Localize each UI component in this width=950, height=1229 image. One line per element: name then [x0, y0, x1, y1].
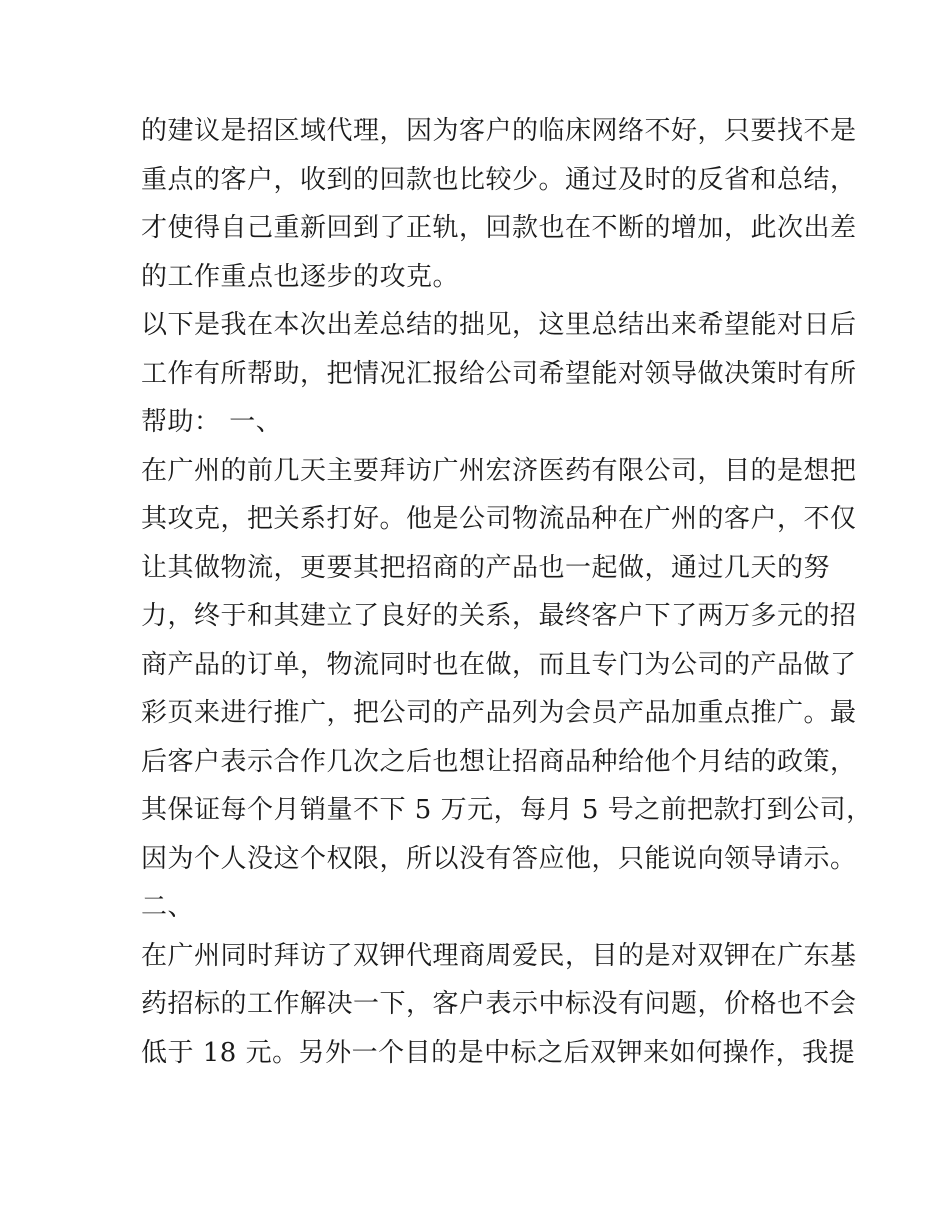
text-line: 以下是我在本次出差总结的拙见，这里总结出来希望能对日后 [141, 310, 857, 340]
text-line: 工作有所帮助，把情况汇报给公司希望能对领导做决策时有所 [141, 358, 857, 389]
text-line: 后客户表示合作几次之后也想让招商品种给他个月结的政策， [141, 746, 857, 777]
text-line: 让其做物流，更要其把招商的产品也一起做，通过几天的努 [141, 552, 831, 583]
body-text [141, 107, 873, 1077]
text-line: 在广州的前几天主要拜访广州宏济医药有限公司，目的是想把 [141, 455, 857, 486]
text-line: 力，终于和其建立了良好的关系，最终客户下了两万多元的招 [141, 601, 857, 631]
text-line: 二、 [141, 892, 195, 922]
text-line: 药招标的工作解决一下，客户表示中标没有问题，价格也不会 [141, 989, 857, 1019]
text-line: 其保证每个月销量不下 5 万元，每月 5 号之前把款打到公司， [141, 795, 873, 825]
text-line: 的工作重点也逐步的攻克。 [141, 261, 460, 292]
text-line: 其攻克，把关系打好。他是公司物流品种在广州的客户，不仅 [141, 504, 857, 534]
text-line: 因为个人没这个权限，所以没有答应他，只能说向领导请示。 [141, 843, 857, 874]
text-line: 低于 18 元。另外一个目的是中标之后双钾来如何操作，我提 [141, 1037, 856, 1068]
text-line: 彩页来进行推广，把公司的产品列为会员产品加重点推广。最 [141, 698, 857, 728]
text-line: 帮助： 一、 [141, 407, 283, 437]
text-line: 才使得自己重新回到了正轨，回款也在不断的增加，此次出差 [141, 213, 857, 243]
text-line: 商产品的订单，物流同时也在做，而且专门为公司的产品做了 [141, 649, 857, 680]
text-line: 在广州同时拜访了双钾代理商周爱民，目的是对双钾在广东基 [141, 940, 857, 971]
text-line: 的建议是招区域代理，因为客户的临床网络不好，只要找不是 [141, 116, 857, 146]
text-line: 重点的客户，收到的回款也比较少。通过及时的反省和总结， [141, 164, 857, 195]
